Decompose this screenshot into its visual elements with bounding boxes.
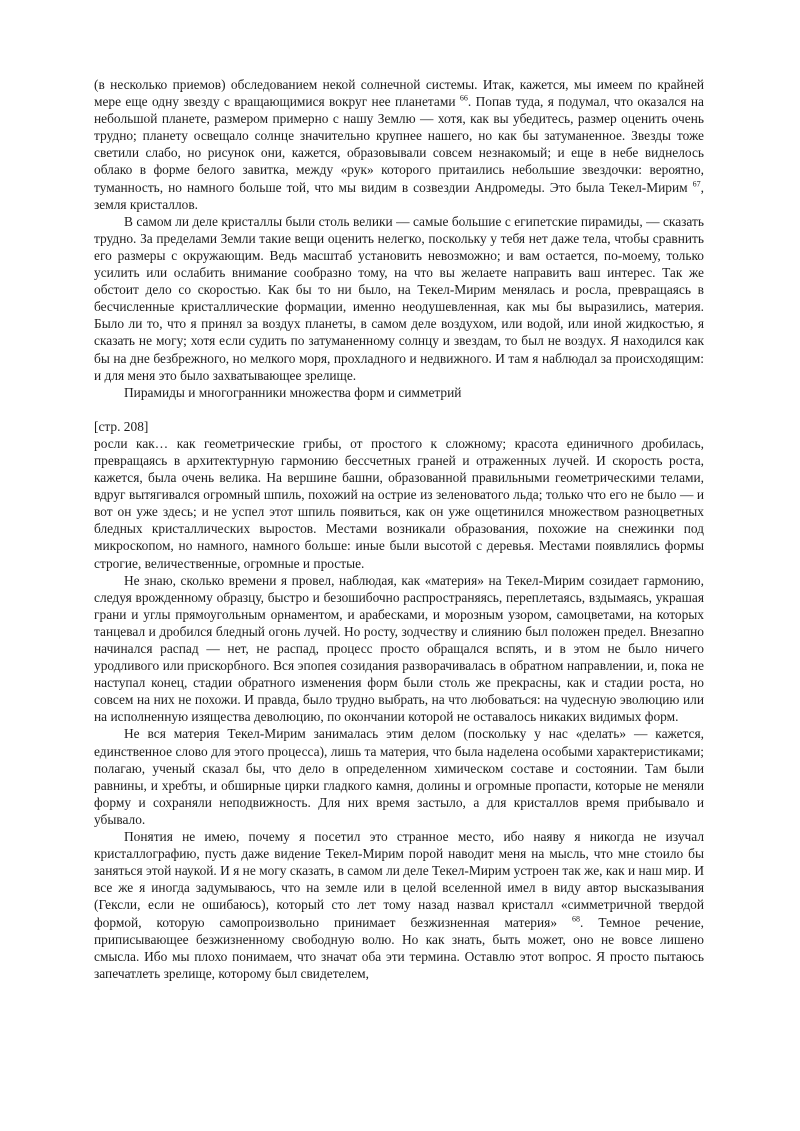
image-caption: Пирамиды и многогранники множества форм и симметрий — [124, 384, 462, 400]
page-number-marker: [стр. 208] — [94, 418, 149, 434]
paragraph-3: росли как… как геометрические грибы, от простого к сложному; красота единичного дробилась, превращаясь в архитектурную гармонию бессчетных граней и отраженных лучей. И скорость роста, кажется, была очень велика. На вершине башни, образованной правильными геометрическими телами, вдруг вытягивался огромный шпиль, похожий на острие из зеленоватого льда; только что его не было — и вот он уже здесь; и не успел этот шпиль появиться, как он уже ощетинился множеством разноцветных бледных кристаллических выростов. Местами возникали образования, похожие на снежинки под микроскопом, но намного, намного больше: иные были высотой с деревья. Местами появлялись формы строгие, величественные, огромные и простые. — [94, 435, 704, 571]
paragraph-6: Понятия не имею, почему я посетил это странное место, ибо наяву я никогда не изучал кристаллографию, пусть даже видение Текел-Мирим порой наводит меня на мысль, что мне стоило бы заняться этой наукой. И я не могу сказать, в самом ли деле Текел-Мирим устроен так же, как и наш мир. И все же я иногда задумываюсь, что на земле или в целой вселенной имел в виду автор высказывания (Гексли, если не ошибаюсь), который сто лет тому назад назвал кристалл «симметричной твердой формой, которую самопроизвольно принимает безжизненная материя» $^{68}$. Темное речение, приписывающее безжизненному свободную волю. Но как знать, быть может, оно не вовсе лишено смысла. Ибо мы плохо понимаем, что значат оба эти термина. Оставлю этот вопрос. Я просто пытаюсь запечатлеть зрелище, которому был свидетелем, — [94, 829, 704, 981]
document-page — [94, 76, 704, 982]
footnote-ref-67[interactable]: 67 — [692, 179, 701, 189]
paragraph-5: Не вся материя Текел-Мирим занималась этим делом (поскольку у нас «делать» — кажется, единственное слово для этого процесса), лишь та материя, что была наделена особыми характеристиками; полагаю, ученый сказал бы, что дело в определенном химическом составе и состоянии. Там были равнины, и хребты, и обширные цирки гладкого камня, долины и огромные пропасти, которые не меняли форму и сохраняли неподвижность. Для них время застыло, а для кристаллов время прибывало и убывало. — [94, 726, 704, 827]
footnote-ref-66[interactable]: 66 — [459, 93, 468, 103]
paragraph-4: Не знаю, сколько времени я провел, наблюдая, как «материя» на Текел-Мирим созидает гармонию, следуя врожденному образцу, быстро и безошибочно распространяясь, переплетаясь, вздымаясь, украшая грани и углы прямоугольным орнаментом, и арабесками, и морозным узором, самоцветами, на которых танцевал и дробился бледный огонь лучей. Но росту, зодчеству и слиянию был положен предел. Внезапно начинался распад — нет, не распад, процесс просто обращался вспять, и в этом не было ничего уродливого или прискорбного. Вся эпопея созидания разворачивалась в обратном направлении, и, пока не наступал конец, стадии обратного изменения форм были столь же прекрасны, как и стадии роста, но совсем на них не похожи. И правда, было трудно выбрать, на что любоваться: на чудесную эволюцию или на исполненную изящества деволюцию, по окончании которой не оставалось никаких видимых форм. — [94, 572, 704, 725]
footnote-ref-68[interactable]: 68 — [572, 914, 581, 924]
paragraph-2: В самом ли деле кристаллы были столь велики — самые большие с египетские пирамиды, — сказать трудно. За пределами Земли такие вещи оценить нелегко, поскольку у тебя нет даже тела, чтобы сравнить его размеры с окружающим. Ведь масштаб установить невозможно; и вам остается, по-моему, только усилить или ослабить внимание сообразно тому, на что вы желаете направить ваш интерес. Так же обстоит дело со скоростью. Как бы то ни было, на Текел-Мирим менялась и росла, превращаясь в бесчисленные кристаллические формации, именно неодушевленная, как мы бы выразились, материя. Было ли то, что я принял за воздух планеты, в самом деле воздухом, или водой, или иной жидкостью, я сказать не могу; хотя если судить по затуманенному солнцу и звездам, то был не воздух. Я находился как бы на дне безбрежного, но мелкого моря, прохладного и недвижного. И там я наблюдал за происходящим: и для меня это было захватывающее зрелище. — [94, 213, 704, 383]
paragraph-1: (в несколько приемов) обследованием некой солнечной системы. Итак, кажется, мы имеем по крайней мере еще одну звезду с вращающимися вокруг нее планетами $^{66}$. Попав туда, я подумал, что оказался на небольшой планете, размером примерно с нашу Землю — хотя, как вы убедитесь, размер оценить очень трудно; планету освещало солнце значительно крупнее нашего, но как бы затуманенное. Звезды тоже светили слабо, но рисунок они, кажется, образовывали совсем незнакомый; и еще в небе виднелось облако в форме белого завитка, между «рук» которого притаились небольшие звездочки: вероятно, туманность, но намного больше той, что мы видим в созвездии Андромеды. Это была Текел-Мирим $^{67}$, земля кристаллов. — [94, 77, 704, 212]
